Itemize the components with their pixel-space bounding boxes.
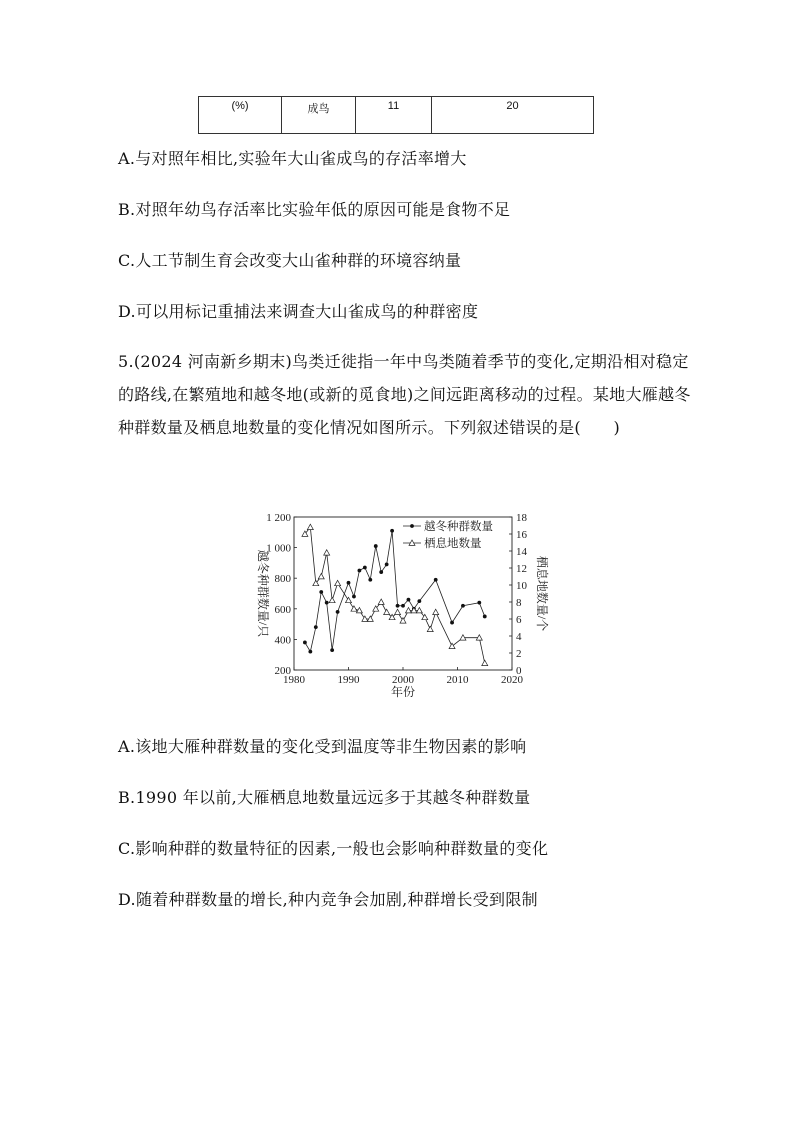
population-point bbox=[325, 601, 329, 605]
y-right-axis-label: 栖息地数量/个 bbox=[535, 555, 549, 632]
habitat-point bbox=[449, 643, 455, 648]
population-point bbox=[319, 590, 323, 594]
population-point bbox=[396, 604, 400, 608]
y-right-tick-label: 0 bbox=[516, 665, 522, 677]
y-right-tick-label: 2 bbox=[516, 648, 522, 660]
habitat-point bbox=[384, 609, 390, 614]
habitat-point bbox=[335, 580, 341, 585]
population-point bbox=[330, 648, 334, 652]
q4-option-b: B.对照年幼鸟存活率比实验年低的原因可能是食物不足 bbox=[118, 200, 511, 219]
habitat-point bbox=[433, 609, 439, 614]
table-cell-value-2: 20 bbox=[432, 97, 594, 134]
habitat-point bbox=[482, 660, 488, 665]
population-point bbox=[308, 650, 312, 654]
q5-stem: 5.(2024 河南新乡期末)鸟类迁徙指一年中鸟类随着季节的变化,定期沿相对稳定的路线,在繁殖地和越冬地(或新的觅食地)之间远距离移动的过程。某地大雁越冬种群数量及栖息地数量的变化情况如图所示。下列叙述错误的是( ) bbox=[118, 352, 691, 437]
x-tick-label: 1990 bbox=[337, 674, 360, 686]
q5-option-c: C.影响种群的数量特征的因素,一般也会影响种群数量的变化 bbox=[118, 839, 549, 858]
habitat-point bbox=[307, 524, 313, 529]
y-right-tick-label: 18 bbox=[516, 512, 527, 524]
legend-label: 越冬种群数量 bbox=[424, 521, 493, 533]
population-point bbox=[434, 578, 438, 582]
q5-option-a: A.该地大雁种群数量的变化受到温度等非生物因素的影响 bbox=[118, 737, 527, 756]
population-point bbox=[374, 544, 378, 548]
y-left-tick-label: 400 bbox=[274, 634, 291, 647]
y-right-tick-label: 8 bbox=[516, 597, 522, 609]
y-left-tick-label: 1 200 bbox=[266, 512, 291, 524]
x-tick-label: 1980 bbox=[283, 674, 305, 686]
habitat-point bbox=[346, 597, 352, 602]
population-point bbox=[407, 598, 411, 602]
population-point bbox=[385, 563, 389, 567]
population-point bbox=[314, 625, 318, 629]
habitat-point bbox=[351, 606, 357, 611]
y-right-tick-label: 6 bbox=[516, 614, 522, 626]
habitat-point bbox=[318, 574, 324, 579]
y-right-tick-label: 10 bbox=[516, 580, 527, 592]
population-point bbox=[347, 581, 351, 585]
x-tick-label: 2000 bbox=[392, 674, 414, 686]
y-left-axis-label: 越冬种群数量/只 bbox=[256, 549, 270, 638]
population-chart bbox=[255, 505, 549, 705]
legend-marker bbox=[410, 524, 414, 528]
population-point bbox=[390, 529, 394, 533]
habitat-point bbox=[378, 599, 384, 604]
population-point bbox=[379, 570, 383, 574]
q4-option-d: D.可以用标记重捕法来调查大山雀成鸟的种群密度 bbox=[118, 302, 479, 321]
population-point bbox=[461, 604, 465, 608]
habitat-point bbox=[400, 618, 406, 623]
y-left-tick-label: 1 000 bbox=[266, 542, 291, 555]
habitat-point bbox=[329, 597, 335, 602]
legend-label: 栖息地数量 bbox=[424, 538, 482, 550]
population-point bbox=[483, 615, 487, 619]
population-point bbox=[417, 599, 421, 603]
y-right-tick-label: 16 bbox=[516, 529, 527, 541]
population-point bbox=[450, 621, 454, 625]
data-table-fragment bbox=[198, 96, 594, 134]
y-left-tick-label: 800 bbox=[274, 573, 291, 586]
q4-option-a: A.与对照年相比,实验年大山雀成鸟的存活率增大 bbox=[118, 149, 467, 168]
population-point bbox=[363, 566, 367, 570]
habitat-point bbox=[324, 550, 330, 555]
population-point bbox=[477, 601, 481, 605]
x-tick-label: 2020 bbox=[501, 674, 523, 686]
population-point bbox=[303, 641, 307, 645]
population-point bbox=[352, 595, 356, 599]
table-row bbox=[199, 97, 594, 134]
q5-option-b: B.1990 年以前,大雁栖息地数量远远多于其越冬种群数量 bbox=[118, 788, 531, 807]
population-point bbox=[368, 578, 372, 582]
y-left-tick-label: 600 bbox=[274, 603, 291, 616]
habitat-point bbox=[395, 609, 401, 614]
population-point bbox=[336, 610, 340, 614]
y-right-tick-label: 4 bbox=[516, 631, 522, 643]
y-right-tick-label: 14 bbox=[516, 546, 527, 558]
x-tick-label: 2010 bbox=[446, 674, 469, 686]
population-point bbox=[401, 604, 405, 608]
y-left-tick-label: 200 bbox=[274, 665, 291, 677]
y-right-tick-label: 12 bbox=[516, 563, 527, 575]
q5-option-d: D.随着种群数量的增长,种内竞争会加剧,种群增长受到限制 bbox=[118, 890, 538, 909]
habitat-point bbox=[427, 626, 433, 631]
x-axis-label: 年份 bbox=[390, 685, 416, 699]
q4-option-c: C.人工节制生育会改变大山雀种群的环境容纳量 bbox=[118, 251, 462, 270]
table-cell-unit: (%) bbox=[199, 97, 282, 134]
table-cell-category: 成鸟 bbox=[282, 97, 356, 134]
table-cell-value-1: 11 bbox=[356, 97, 432, 134]
population-point bbox=[358, 569, 362, 573]
